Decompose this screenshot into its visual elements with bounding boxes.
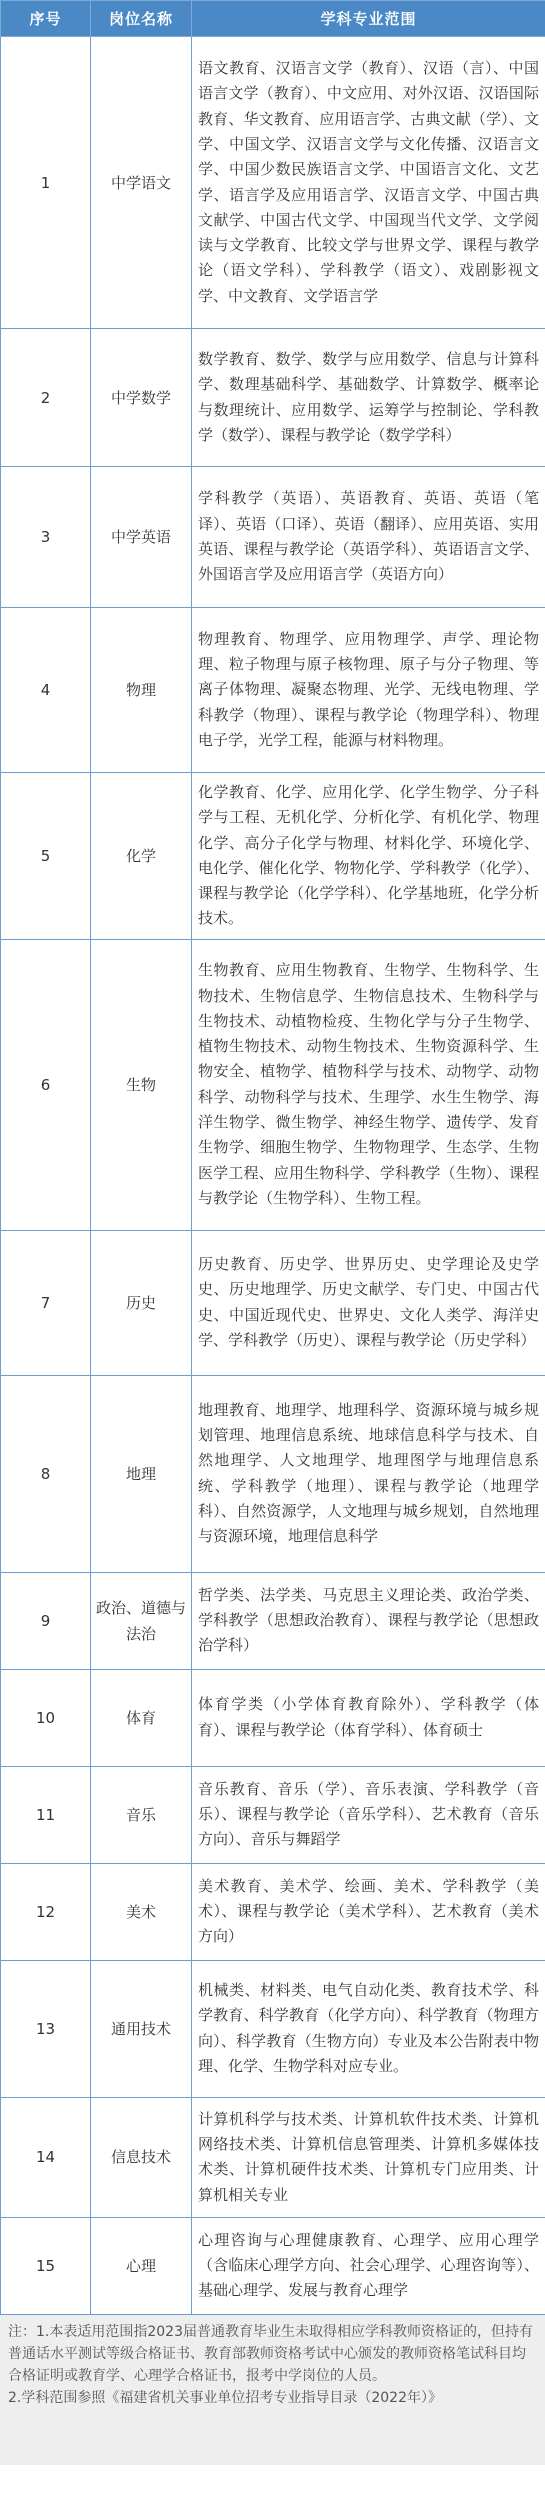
row-number: 1 xyxy=(1,37,91,329)
note-1: 注：1.本表适用范围指2023届普通教育毕业生未取得相应学科教师资格证的，但持有普通话水平测试等级合格证书、教育部教师资格考试中心颁发的教师资格笔试科目均合格证明或教育学、心理学合格证书，报考中学岗位的人员。 xyxy=(8,2323,533,2384)
post-name: 信息技术 xyxy=(91,2097,192,2217)
subject-scope: 体育学类（小学体育教育除外）、学科教学（体育）、课程与教学论（体育学科）、体育硕士 xyxy=(192,1669,545,1766)
row-number: 15 xyxy=(1,2217,91,2314)
post-name: 体育 xyxy=(91,1669,192,1766)
table-row xyxy=(1,1230,545,1375)
table-row xyxy=(1,2097,545,2217)
table-row xyxy=(1,329,545,467)
post-name: 美术 xyxy=(91,1863,192,1960)
row-number: 6 xyxy=(1,939,91,1230)
table-header xyxy=(1,1,545,37)
row-number: 10 xyxy=(1,1669,91,1766)
post-name: 政治、道德与法治 xyxy=(91,1572,192,1669)
post-name: 地理 xyxy=(91,1375,192,1572)
header-row xyxy=(1,1,545,37)
row-number: 2 xyxy=(1,329,91,467)
table-row xyxy=(1,2217,545,2314)
subject-scope: 心理咨询与心理健康教育、心理学、应用心理学（含临床心理学方向、社会心理学、心理咨询等）、基础心理学、发展与教育心理学 xyxy=(192,2217,545,2314)
subject-scope: 物理教育、物理学、应用物理学、声学、理论物理、粒子物理与原子核物理、原子与分子物理、等离子体物理、凝聚态物理、光学、无线电物理、学科教学（物理）、课程与教学论（物理学科）、物理电子学，光学工程，能源与材料物理。 xyxy=(192,608,545,773)
table-body xyxy=(1,37,545,2315)
row-number: 4 xyxy=(1,608,91,773)
row-number: 7 xyxy=(1,1230,91,1375)
table-row xyxy=(1,939,545,1230)
table-row xyxy=(1,1669,545,1766)
row-number: 8 xyxy=(1,1375,91,1572)
post-name: 物理 xyxy=(91,608,192,773)
subject-scope: 学科教学（英语）、英语教育、英语、英语（笔译）、英语（口译）、英语（翻译）、应用英语、实用英语、课程与教学论（英语学科）、英语语言文学、外国语言学及应用语言学（英语方向） xyxy=(192,467,545,608)
table-row xyxy=(1,1863,545,1960)
table-row xyxy=(1,467,545,608)
header-scope: 学科专业范围 xyxy=(192,1,545,37)
subject-scope: 机械类、材料类、电气自动化类、教育技术学、科学教育、科学教育（化学方向）、科学教育（物理方向）、科学教育（生物方向）专业及本公告附表中物理、化学、生物学科对应专业。 xyxy=(192,1960,545,2097)
table-row xyxy=(1,773,545,940)
table-row xyxy=(1,1766,545,1863)
post-name: 生物 xyxy=(91,939,192,1230)
subject-scope: 美术教育、美术学、绘画、美术、学科教学（美术）、课程与教学论（美术学科）、艺术教育（美术方向） xyxy=(192,1863,545,1960)
subject-scope: 计算机科学与技术类、计算机软件技术类、计算机网络技术类、计算机信息管理类、计算机多媒体技术类、计算机硬件技术类、计算机专门应用类、计算机相关专业 xyxy=(192,2097,545,2217)
subject-scope: 音乐教育、音乐（学）、音乐表演、学科教学（音乐）、课程与教学论（音乐学科）、艺术教育（音乐方向）、音乐与舞蹈学 xyxy=(192,1766,545,1863)
post-name: 心理 xyxy=(91,2217,192,2314)
post-name: 中学语文 xyxy=(91,37,192,329)
subject-scope: 数学教育、数学、数学与应用数学、信息与计算科学、数理基础科学、基础数学、计算数学、概率论与数理统计、应用数学、运筹学与控制论、学科教学（数学）、课程与教学论（数学学科） xyxy=(192,329,545,467)
post-name: 通用技术 xyxy=(91,1960,192,2097)
row-number: 13 xyxy=(1,1960,91,2097)
post-name: 历史 xyxy=(91,1230,192,1375)
post-name: 中学英语 xyxy=(91,467,192,608)
row-number: 5 xyxy=(1,773,91,940)
header-post: 岗位名称 xyxy=(91,1,192,37)
table-row xyxy=(1,37,545,329)
subject-scope: 生物教育、应用生物教育、生物学、生物科学、生物技术、生物信息学、生物信息技术、生物科学与生物技术、动植物检疫、生物化学与分子生物学、植物生物技术、动物生物技术、生物资源科学、生物安全、植物学、植物科学与技术、动物学、动物科学、动物科学与技术、生理学、水生生物学、海洋生物学、微生物学、神经生物学、遗传学、发育生物学、细胞生物学、生物物理学、生态学、生物医学工程、应用生物科学、学科教学（生物）、课程与教学论（生物学科）、生物工程。 xyxy=(192,939,545,1230)
table-row xyxy=(1,1572,545,1669)
header-no: 序号 xyxy=(1,1,91,37)
table-row xyxy=(1,608,545,773)
post-name: 化学 xyxy=(91,773,192,940)
row-number: 11 xyxy=(1,1766,91,1863)
note-2: 2.学科范围参照《福建省机关事业单位招考专业指导目录（2022年）》 xyxy=(8,2389,442,2406)
table-notes xyxy=(0,2315,545,2465)
row-number: 14 xyxy=(1,2097,91,2217)
subject-scope: 化学教育、化学、应用化学、化学生物学、分子科学与工程、无机化学、分析化学、有机化学、物理化学、高分子化学与物理、材料化学、环境化学、电化学、催化化学、物物化学、学科教学（化学）、课程与教学论（化学学科）、化学基地班，化学分析技术。 xyxy=(192,773,545,940)
subject-scope: 语文教育、汉语言文学（教育）、汉语（言）、中国语言文学（教育）、中文应用、对外汉语、汉语国际教育、华文教育、应用语言学、古典文献（学）、文学、中国文学、汉语言文学与文化传播、汉语言文学、中国少数民族语言文学、中国语言文化、文艺学、语言学及应用语言学、汉语言文学、中国古典文献学、中国古代文学、中国现当代文学、文学阅读与文学教育、比较文学与世界文学、课程与教学论（语文学科）、学科教学（语文）、戏剧影视文学、中文教育、文学语言学 xyxy=(192,37,545,329)
subject-scope: 历史教育、历史学、世界历史、史学理论及史学史、历史地理学、历史文献学、专门史、中国古代史、中国近现代史、世界史、文化人类学、海洋史学、学科教学（历史）、课程与教学论（历史学科） xyxy=(192,1230,545,1375)
subject-scope: 地理教育、地理学、地理科学、资源环境与城乡规划管理、地理信息系统、地球信息科学与技术、自然地理学、人文地理学、地理图学与地理信息系统、学科教学（地理）、课程与教学论（地理学科）、自然资源学，人文地理与城乡规划，自然地理与资源环境，地理信息科学 xyxy=(192,1375,545,1572)
table-row xyxy=(1,1375,545,1572)
row-number: 12 xyxy=(1,1863,91,1960)
row-number: 9 xyxy=(1,1572,91,1669)
table-row xyxy=(1,1960,545,2097)
subject-scope: 哲学类、法学类、马克思主义理论类、政治学类、学科教学（思想政治教育）、课程与教学论（思想政治学科） xyxy=(192,1572,545,1669)
row-number: 3 xyxy=(1,467,91,608)
post-name: 中学数学 xyxy=(91,329,192,467)
post-name: 音乐 xyxy=(91,1766,192,1863)
